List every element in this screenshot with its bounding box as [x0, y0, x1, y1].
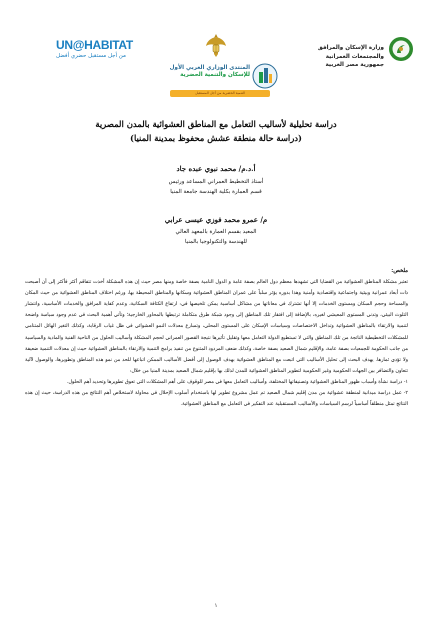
- author-1-affiliation-line2: قسم العمارة بكلية الهندسة جامعة المنيا: [170, 189, 262, 195]
- abstract-paragraph: تعتبر مشكلة المناطق العشوائية من القضايا التي تشهدها معظم دول العالم بصفة عامة و الدول النامية بصفة خاصة ومنها مصر حيث إن هذه المشكلة أخذت تتفاقم أكثر فأكثر إلى أن أصبحت ذات أبعاد عمرانية وبيئية واجتماعية واقتصادية وأمنية وهذا بدوره يؤثر سلباً على عمران المناطق العشوائية وسكانها والمناطق المحيطة بها، ورغم اختلاف المناطق العشوائية من حيث المكان والمساحة وحجم السكان ومستوى الخدمات إلا أنها تشترك في معاناتها من مشاكل أساسية يمكن تلخيصها في: ارتفاع الكثافة السكانية، وعدم كفاية المرافق والخدمات الأساسية، وانتشار التلوث البيئي، وتدني المستوى المعيشي لغيره، بالإضافة إلى افتقار تلك المناطق إلى وجود شبكة طرق متكاملة ترتبطها بالمحاور الخارجية؛ وتأتي أهمية البحث في عدم وجود سياسة واضحة لتنمية والارتقاء بالمناطق العشوائية وتداخل الاختصاصات وسياسات الإسكان على المستوى المحلي، وتسارع معدلات النمو العشوائي في ظل غياب الرقابة، وكذلك التغير الهائل المتنامي للمشكلات التخطيطية الناتجة من تلك المناطق والتي لا تستطيع الدولة التعامل معها وتقليل تأثيرها نتيجة القصور العمراني لحجم المشكلة وأساليب الحلول من الناحية الفنية والمادية والسياسية من جانب الحكومة للجمعيات بصفة عامة، والإقليم شمال الصعيد بصفة خاصة، وكذلك ضعف المردود المتنوع من تنفيذ برامج التنمية والارتقاء بالمناطق العشوائية حيث إن معدلات التنمية ضعيفة ولا تؤدي ثمارها. يهدف البحث إلى تحليل الأساليب التي اتبعت مع المناطق العشوائية بهدف الوصول إلى أفضل الأساليب الممكن اتباعها للحد من نمو هذه المناطق وتطويرها، والوصول لآلية تتعاون والتضافر بين الجهات الحكومية وغير الحكومية لتطوير المناطق العشوائية للمدن لذلك بها بإقليم شمال الصعيد بمدينة المنيا من خلال:: [25, 279, 408, 374]
- author-2-affiliation-line2: للهندسة والتكنولوجيا بالمنيا: [184, 239, 248, 245]
- ministry-line2: جمهورية مصر العربية: [325, 62, 384, 68]
- arab-league-icon: [388, 36, 414, 62]
- forum-icon: [252, 63, 278, 89]
- abstract-point-2: ٢- عمل دراسة ميدانية لمنطقة عشوائية من مدن إقليم شمال الصعيد تم عمل مشروع تطوير لها باستخدام أسلوب الإحلال في محاولة لاستخلاص أهم النتائج من هذه الدراسة، حيث إن هذه النتائج تمثل منطلقاً أساسياً لرسم السياسات والأساليب المستقبلية عند التفكير في التعامل مع المناطق العشوائية.: [25, 390, 408, 408]
- author-1-name: أ.د.م/ محمد نبوي عبده جاد: [176, 164, 256, 173]
- abstract-heading: ملخص:: [391, 268, 408, 274]
- author-2-affiliation-line1: المعيد بقسم العمارة بالمعهد العالي: [175, 229, 257, 235]
- abstract-point-1: ١- دراسة نشأة وأسباب ظهور المناطق العشوائية وتصنيفاتها المختلفة، وأساليب التعامل معها في مصر للوقوف على أهم المشكلات التي تعوق تطويرها وتحديد أهم الحلول.: [66, 378, 408, 385]
- author-2-name: م/ عمرو محمد فوزي عيسى عرابي: [164, 215, 268, 224]
- paper-title: دراسة تحليلية لأساليب التعامل مع المناطق العشوائية بالمدن المصرية: [95, 119, 337, 129]
- egypt-eagle-icon: [205, 32, 227, 58]
- forum-banner: التنمية الحضرية من أجل المستقبل: [170, 90, 270, 97]
- forum-name-line2: للإسكان والتنمية الحضرية: [180, 72, 250, 78]
- page-number: ١: [214, 603, 218, 609]
- paper-subtitle: (دراسة حالة منطقة عشش محفوظ بمدينة المنيا): [130, 133, 302, 143]
- forum-name-line1: المنتدى الوزاري العربي الأول: [169, 65, 250, 71]
- ministry-name: [284, 44, 384, 70]
- author-1-affiliation-line1: أستاذ التخطيط العمراني المساعد ورئيس: [168, 179, 264, 185]
- un-habitat-name: UN@HABITAT: [56, 38, 133, 52]
- forum-name: [166, 65, 250, 79]
- un-habitat-tagline: من أجل مستقبل حضري أفضل: [56, 53, 126, 59]
- abstract: [25, 266, 408, 410]
- ministry-line1: وزارة الإسكان والمرافق والمجتمعات العمرانية: [317, 45, 384, 60]
- forum-logo: [166, 63, 278, 89]
- un-habitat-logo: [56, 38, 148, 59]
